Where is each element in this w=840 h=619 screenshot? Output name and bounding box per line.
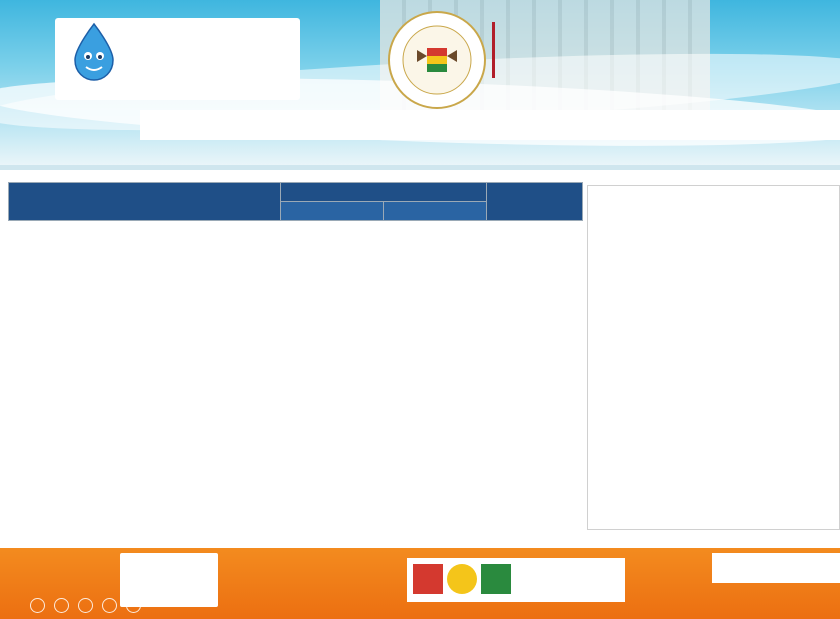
toolbar-prev-icon[interactable] — [30, 598, 45, 613]
chart-svg — [588, 186, 840, 531]
col-header-subsistema — [9, 183, 281, 221]
toolbar-pen-icon[interactable] — [54, 598, 69, 613]
toolbar-camera-icon[interactable] — [126, 598, 141, 613]
volumes-table — [8, 182, 583, 221]
aapos-logo — [55, 18, 300, 100]
water-drop-icon — [69, 22, 119, 82]
bicentenario-square-icon — [413, 564, 443, 594]
toolbar-eraser-icon[interactable] — [78, 598, 93, 613]
col-header-porcentaje — [487, 183, 583, 221]
col-header-volumenes — [280, 183, 487, 202]
sun-icon — [447, 564, 477, 594]
ministry-name — [492, 22, 712, 78]
presidency-seal-icon — [387, 10, 487, 110]
title-background — [140, 110, 840, 140]
bicentenario-square-icon — [481, 564, 511, 594]
volume-chart — [587, 185, 840, 530]
regulated-notice — [712, 553, 840, 583]
col-header-actual — [384, 202, 487, 221]
bicentenario-logo — [407, 558, 625, 602]
toolbar-zoom-icon[interactable] — [102, 598, 117, 613]
col-header-aprovechable — [280, 202, 384, 221]
